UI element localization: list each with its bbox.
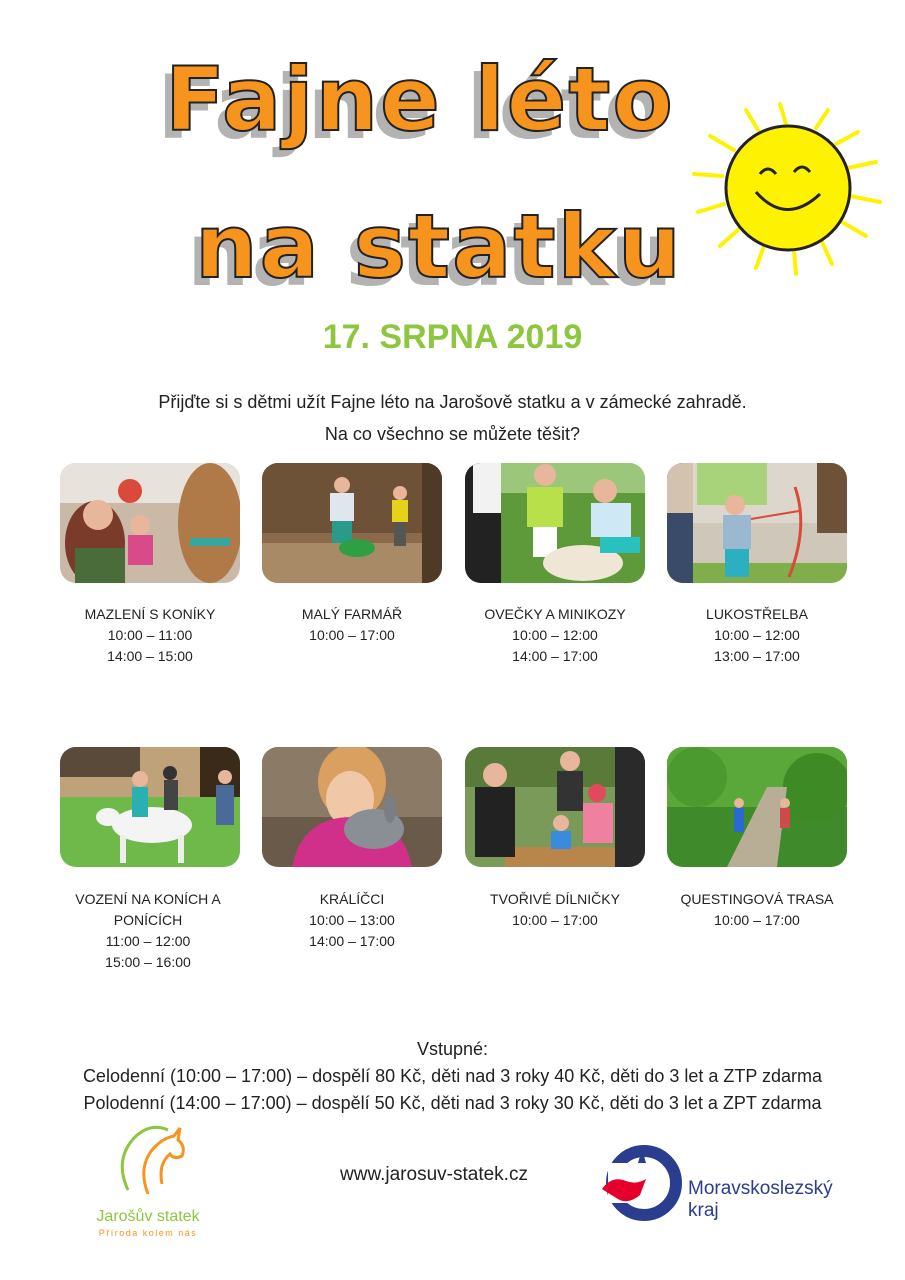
horse-head-icon bbox=[108, 1120, 188, 1200]
activity-title-line-2: PONÍCÍCH bbox=[113, 912, 183, 928]
intro-text-line-2: Na co všechno se můžete těšit? bbox=[324, 424, 581, 444]
title-line-1: Fajne léto bbox=[165, 48, 675, 151]
website-link[interactable]: www.jarosuv-statek.cz bbox=[340, 1164, 528, 1185]
activity-time: 10:00 – 13:00 bbox=[309, 912, 395, 928]
activity-time: 14:00 – 15:00 bbox=[107, 648, 193, 664]
region-name-line-2: kraj bbox=[688, 1200, 719, 1221]
photo-petting-ponies bbox=[60, 463, 240, 583]
activity-time: 10:00 – 11:00 bbox=[107, 627, 193, 643]
activity-time: 10:00 – 12:00 bbox=[714, 627, 800, 643]
entry-full-day: Celodenní (10:00 – 17:00) – dospělí 80 Kč, děti nad 3 roky 40 Kč, děti do 3 let a ZTP zdarma bbox=[82, 1066, 823, 1086]
sun-icon bbox=[676, 96, 896, 286]
activity-title: MALÝ FARMÁŘ bbox=[301, 606, 403, 622]
region-emblem-icon bbox=[598, 1143, 684, 1229]
activity-time: 14:00 – 17:00 bbox=[309, 933, 395, 949]
region-name-line-1: Moravskoslezský bbox=[688, 1178, 833, 1199]
photo-questing-trail bbox=[667, 747, 847, 867]
activity-time: 13:00 – 17:00 bbox=[714, 648, 800, 664]
photo-pony-rides bbox=[60, 747, 240, 867]
photo-sheep-and-goats bbox=[465, 463, 645, 583]
activity-title-line-1: VOZENÍ NA KONÍCH A bbox=[75, 891, 221, 907]
activity-time: 10:00 – 17:00 bbox=[714, 912, 800, 928]
title-line-2: na statku bbox=[195, 195, 683, 298]
activity-title: OVEČKY A MINIKOZY bbox=[484, 606, 626, 622]
activity-time: 14:00 – 17:00 bbox=[512, 648, 598, 664]
brand-slogan: Příroda kolem nás bbox=[98, 1228, 198, 1238]
activity-title: LUKOSTŘELBA bbox=[706, 606, 808, 622]
activity-archery bbox=[657, 604, 857, 667]
brand-name: Jarošův statek bbox=[96, 1208, 200, 1225]
activity-time: 10:00 – 17:00 bbox=[309, 627, 395, 643]
photo-rabbits bbox=[262, 747, 442, 867]
photo-little-farmer bbox=[262, 463, 442, 583]
activity-little-farmer bbox=[252, 604, 452, 646]
activity-title: KRÁLÍČCI bbox=[319, 891, 385, 907]
activity-title: QUESTINGOVÁ TRASA bbox=[680, 891, 834, 907]
photo-archery bbox=[667, 463, 847, 583]
activity-title: TVOŘIVÉ DÍLNIČKY bbox=[490, 891, 620, 907]
activity-questing-trail bbox=[657, 889, 857, 931]
moravskoslezsky-kraj-logo bbox=[598, 1143, 858, 1233]
activity-pony-rides bbox=[48, 889, 248, 973]
activity-creative-workshops bbox=[455, 889, 655, 931]
photo-creative-workshops bbox=[465, 747, 645, 867]
activity-time: 15:00 – 16:00 bbox=[105, 954, 191, 970]
activity-sheep-and-goats bbox=[455, 604, 655, 667]
entry-fees bbox=[0, 1036, 905, 1117]
activity-time: 10:00 – 17:00 bbox=[512, 912, 598, 928]
activity-petting-ponies bbox=[50, 604, 250, 667]
activity-title: MAZLENÍ S KONÍKY bbox=[84, 606, 216, 622]
activity-time: 10:00 – 12:00 bbox=[512, 627, 598, 643]
event-date: 17. SRPNA 2019 bbox=[322, 318, 583, 356]
activity-rabbits bbox=[252, 889, 452, 952]
entry-half-day: Polodenní (14:00 – 17:00) – dospělí 50 Kč, děti nad 3 roky 30 Kč, děti do 3 let a ZPT zdarma bbox=[83, 1093, 822, 1113]
jarosuv-statek-logo bbox=[78, 1120, 218, 1250]
entry-heading: Vstupné: bbox=[416, 1039, 489, 1059]
activity-time: 11:00 – 12:00 bbox=[105, 933, 191, 949]
intro-text-line-1: Přijďte si s dětmi užít Fajne léto na Jarošově statku a v zámecké zahradě. bbox=[158, 392, 747, 412]
